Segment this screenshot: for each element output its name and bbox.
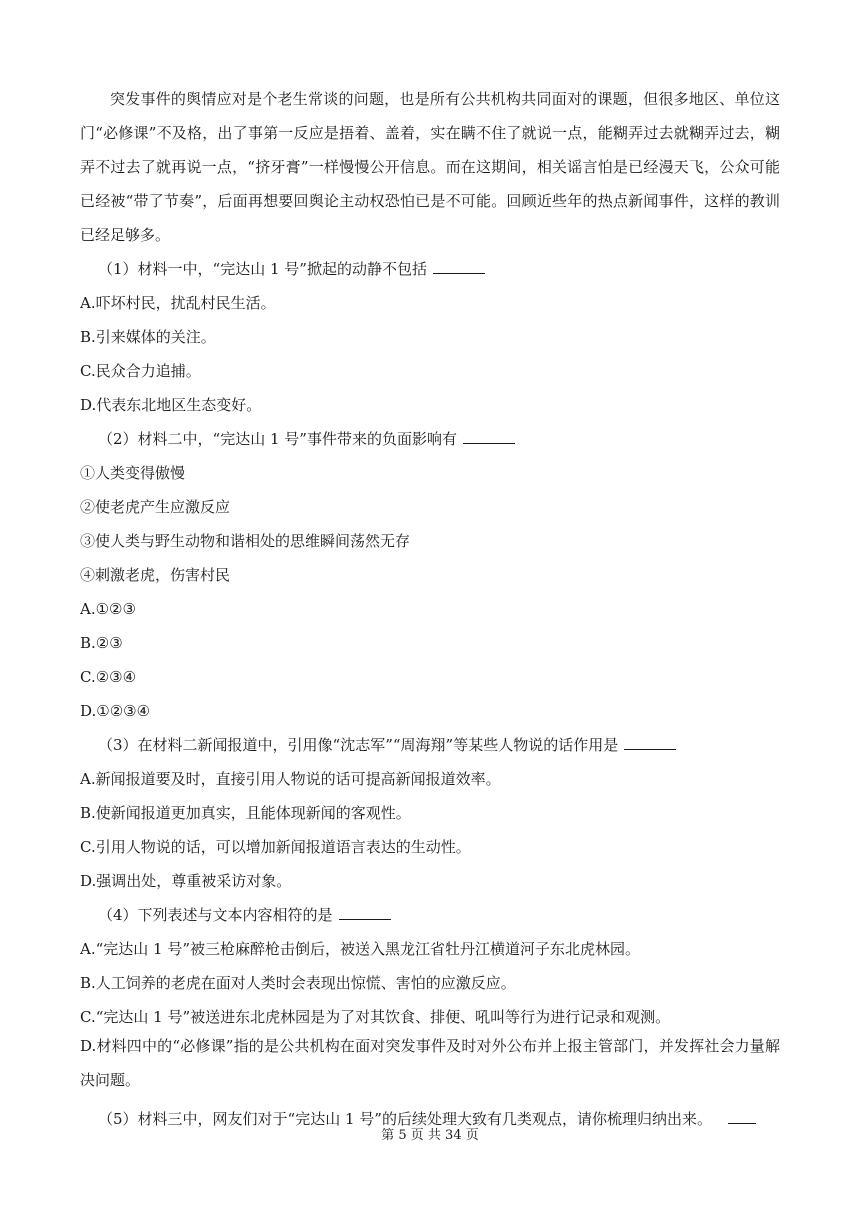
question-2-stem-text: （2）材料二中，“完达山 1 号”事件带来的负面影响有 bbox=[98, 430, 457, 448]
question-2-statement-1: ①人类变得傲慢 bbox=[80, 464, 186, 482]
question-2-statement-4: ④刺激老虎，伤害村民 bbox=[80, 566, 231, 584]
answer-blank-1[interactable] bbox=[433, 259, 485, 274]
question-2-statement-3: ③使人类与野生动物和谐相处的思维瞬间荡然无存 bbox=[80, 532, 411, 550]
question-3-stem bbox=[98, 733, 798, 757]
question-2-option-c: C.②③④ bbox=[80, 668, 137, 686]
question-2-option-a: A.①②③ bbox=[80, 600, 136, 618]
question-4-stem-text: （4）下列表述与文本内容相符的是 bbox=[98, 906, 333, 924]
answer-blank-3[interactable] bbox=[624, 735, 676, 750]
answer-blank-5[interactable] bbox=[728, 1109, 756, 1124]
question-1-stem-text: （1）材料一中，“完达山 1 号”掀起的动静不包括 bbox=[98, 260, 427, 278]
question-3-stem-text: （3）在材料二新闻报道中，引用像“沈志军”“周海翔”等某些人物说的话作用是 bbox=[98, 736, 619, 754]
question-2-option-b: B.②③ bbox=[80, 634, 123, 652]
answer-blank-4[interactable] bbox=[339, 905, 391, 920]
question-4-stem bbox=[98, 903, 798, 927]
question-4-option-a: A.“完达山 1 号”被三枪麻醉枪击倒后，被送入黑龙江省牡丹江横道河子东北虎林园。 bbox=[80, 940, 641, 958]
intro-paragraph: 突发事件的舆情应对是个老生常谈的问题，也是所有公共机构共同面对的课题，但很多地区、单位这门“必修课”不及格，出了事第一反应是捂着、盖着，实在瞒不住了就说一点，能糊弄过去就糊弄过去，糊弄不过去了就再说一点，“挤牙膏”一样慢慢公开信息。而在这期间，相关谣言怕是已经漫天飞，公众可能已经被“带了节奏”，后面再想要回舆论主动权恐怕已是不可能。回顾近些年的热点新闻事件，这样的教训已经足够多。 bbox=[80, 90, 780, 244]
question-1-stem bbox=[98, 257, 798, 281]
question-2-option-d: D.①②③④ bbox=[80, 702, 151, 720]
question-2-statement-2: ②使老虎产生应激反应 bbox=[80, 498, 231, 516]
question-1-option-b: B.引来媒体的关注。 bbox=[80, 328, 216, 346]
question-4-option-b: B.人工饲养的老虎在面对人类时会表现出惊慌、害怕的应激反应。 bbox=[80, 974, 516, 992]
question-3-option-a: A.新闻报道要及时，直接引用人物说的话可提高新闻报道效率。 bbox=[80, 770, 501, 788]
question-5-stem-text: （5）材料三中，网友们对于“完达山 1 号”的后续处理大致有几类观点，请你梳理归纳出来。 bbox=[98, 1110, 712, 1128]
answer-blank-2[interactable] bbox=[463, 429, 515, 444]
question-1-option-c: C.民众合力追捕。 bbox=[80, 362, 201, 380]
question-3-option-b: B.使新闻报道更加真实，且能体现新闻的客观性。 bbox=[80, 804, 411, 822]
question-2-stem bbox=[98, 427, 798, 451]
question-4-option-d: D.材料四中的“必修课”指的是公共机构在面对突发事件及时对外公布并上报主管部门，并发挥社会力量解决问题。 bbox=[80, 1037, 780, 1089]
question-3-option-c: C.引用人物说的话，可以增加新闻报道语言表达的生动性。 bbox=[80, 838, 471, 856]
question-1-option-d: D.代表东北地区生态变好。 bbox=[80, 396, 262, 414]
question-1-option-a: A.吓坏村民，扰乱村民生活。 bbox=[80, 294, 276, 312]
page-footer: 第 5 页 共 34 页 bbox=[381, 1128, 479, 1143]
question-4-option-c: C.“完达山 1 号”被送进东北虎林园是为了对其饮食、排便、吼叫等行为进行记录和观测。 bbox=[80, 1008, 671, 1026]
question-3-option-d: D.强调出处，尊重被采访对象。 bbox=[80, 872, 292, 890]
